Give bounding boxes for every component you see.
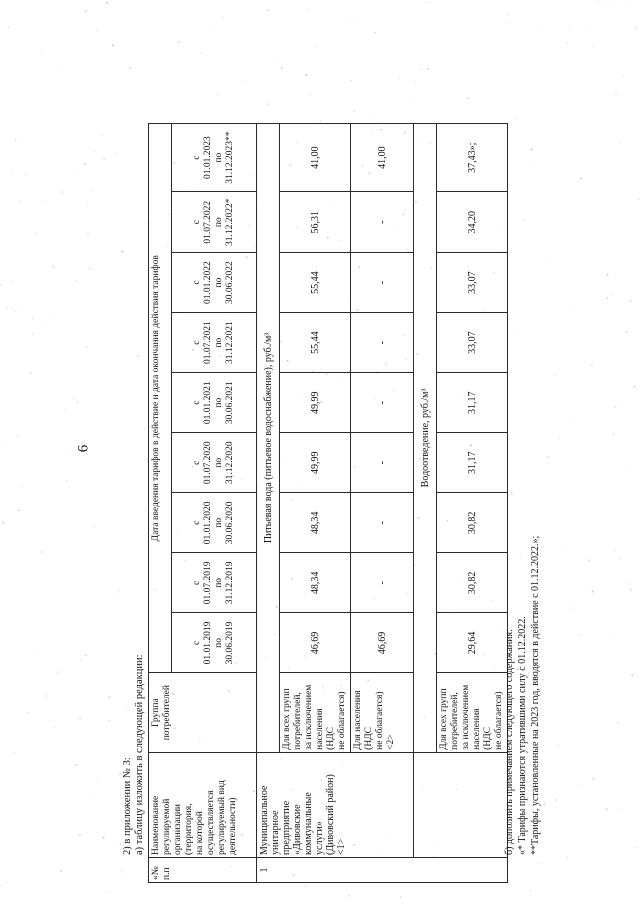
speckle-dot bbox=[374, 32, 375, 33]
speckle-dot bbox=[87, 233, 89, 235]
rotated-content bbox=[120, 95, 560, 880]
speckle-dot bbox=[188, 903, 189, 904]
intro-line-1: 2) в приложении № 3: bbox=[122, 757, 133, 855]
speckle-dot bbox=[8, 26, 9, 27]
speckle-dot bbox=[19, 201, 21, 203]
speckle-dot bbox=[120, 871, 121, 872]
speckle-dot bbox=[57, 67, 59, 69]
speckle-dot bbox=[0, 284, 1, 286]
header-organization: Наименование регулируемой организации (территория, на которой осуществляется регулируемый вид деятельности) bbox=[149, 752, 257, 857]
speckle-dot bbox=[89, 148, 90, 149]
speckle-dot bbox=[615, 551, 616, 552]
speckle-dot bbox=[108, 891, 109, 892]
speckle-dot bbox=[85, 654, 86, 655]
speckle-dot bbox=[103, 158, 105, 160]
tariff-value-cell: 31,17 bbox=[437, 373, 508, 433]
speckle-dot bbox=[73, 199, 74, 200]
speckle-dot bbox=[30, 372, 32, 374]
speckle-dot bbox=[620, 773, 621, 774]
speckle-dot bbox=[79, 717, 81, 719]
speckle-dot bbox=[569, 27, 570, 28]
period-header-5: с 01.07.2021 по 31.12.2021 bbox=[172, 313, 257, 373]
speckle-dot bbox=[201, 52, 203, 54]
speckle-dot bbox=[580, 634, 582, 636]
speckle-dot bbox=[275, 60, 276, 61]
tariff-value-cell: 29,64 bbox=[437, 613, 508, 673]
speckle-dot bbox=[24, 174, 26, 176]
speckle-dot bbox=[32, 333, 33, 334]
speckle-dot bbox=[103, 837, 105, 839]
speckle-dot bbox=[567, 857, 568, 858]
tariff-value-cell: - bbox=[351, 493, 414, 553]
speckle-dot bbox=[109, 696, 111, 698]
speckle-dot bbox=[428, 2, 429, 3]
speckle-dot bbox=[622, 74, 624, 76]
speckle-dot bbox=[76, 401, 78, 403]
speckle-dot bbox=[580, 724, 581, 725]
footnote-1: «* Тарифы признаются утратившими силу с 01.12.2022. bbox=[517, 616, 528, 855]
speckle-dot bbox=[61, 191, 63, 193]
speckle-dot bbox=[89, 268, 91, 270]
speckle-dot bbox=[582, 681, 583, 682]
tariff-value-cell: 56,31 bbox=[280, 192, 351, 253]
speckle-dot bbox=[607, 1, 608, 2]
speckle-dot bbox=[607, 274, 609, 276]
tariff-value-cell: 49,99 bbox=[280, 433, 351, 493]
period-header-7: с 01.07.2022 по 31.12.2022* bbox=[172, 192, 257, 253]
header-consumer-group: Группа потребителей bbox=[149, 673, 257, 752]
tariff-value-cell: - bbox=[351, 373, 414, 433]
tariff-value-cell: 55,44 bbox=[280, 313, 351, 373]
tariff-table bbox=[148, 123, 508, 883]
intro-line-2: а) таблицу изложить в следующей редакции: bbox=[134, 654, 145, 855]
speckle-dot bbox=[630, 300, 632, 302]
speckle-dot bbox=[638, 199, 639, 200]
speckle-dot bbox=[45, 200, 46, 201]
tariff-value-cell: 41,00 bbox=[280, 124, 351, 192]
tariff-value-cell: 41,00 bbox=[351, 124, 414, 192]
speckle-dot bbox=[32, 318, 33, 319]
speckle-dot bbox=[7, 307, 9, 309]
speckle-dot bbox=[162, 89, 163, 90]
speckle-dot bbox=[281, 67, 283, 69]
speckle-dot bbox=[305, 74, 307, 76]
tariff-value-cell: - bbox=[351, 192, 414, 253]
footnote-2: **Тарифы, установленные на 2023 год, вводятся в действие с 01.12.2022.»; bbox=[530, 535, 541, 855]
speckle-dot bbox=[16, 435, 18, 437]
tariff-value-cell: - bbox=[351, 433, 414, 493]
speckle-dot bbox=[611, 293, 612, 294]
speckle-dot bbox=[52, 266, 54, 268]
header-num: «№ п.п bbox=[149, 857, 257, 882]
table-row bbox=[437, 124, 508, 883]
speckle-dot bbox=[570, 608, 571, 609]
speckle-dot bbox=[634, 846, 635, 847]
speckle-dot bbox=[106, 392, 107, 393]
speckle-dot bbox=[572, 514, 573, 515]
consumer-group-cell: Для всех групп потребителей, за исключением населения (НДС не облагается) bbox=[280, 673, 351, 752]
speckle-dot bbox=[615, 94, 616, 95]
speckle-dot bbox=[49, 797, 50, 798]
speckle-dot bbox=[52, 130, 53, 131]
speckle-dot bbox=[606, 297, 608, 299]
speckle-dot bbox=[75, 171, 76, 172]
speckle-dot bbox=[243, 81, 244, 82]
speckle-dot bbox=[65, 410, 67, 412]
speckle-dot bbox=[451, 13, 452, 14]
speckle-dot bbox=[93, 525, 94, 526]
consumer-group-cell: Для населения (НДС не облагается) <2> bbox=[351, 673, 414, 752]
organization-name: Муниципальное унитарное предприятие «Дивовские коммунальные услуги» (Дивовский район) <1> bbox=[257, 752, 414, 857]
speckle-dot bbox=[566, 42, 568, 44]
speckle-dot bbox=[48, 99, 49, 100]
speckle-dot bbox=[15, 311, 16, 312]
tariff-value-cell: 34,20 bbox=[437, 192, 508, 253]
period-header-2: с 01.01.2020 по 30.06.2020 bbox=[172, 493, 257, 553]
speckle-dot bbox=[623, 160, 624, 161]
tariff-value-cell: - bbox=[351, 253, 414, 313]
speckle-dot bbox=[36, 653, 37, 654]
speckle-dot bbox=[619, 558, 620, 559]
speckle-dot bbox=[117, 712, 118, 713]
tariff-value-cell: - bbox=[351, 313, 414, 373]
speckle-dot bbox=[86, 346, 88, 348]
speckle-dot bbox=[614, 465, 615, 466]
speckle-dot bbox=[15, 139, 17, 141]
speckle-dot bbox=[507, 14, 509, 16]
speckle-dot bbox=[76, 764, 78, 766]
row-number: 1 bbox=[257, 857, 508, 882]
speckle-dot bbox=[425, 2, 426, 3]
speckle-dot bbox=[211, 25, 212, 26]
speckle-dot bbox=[628, 418, 629, 419]
speckle-dot bbox=[580, 178, 582, 180]
speckle-dot bbox=[267, 10, 268, 11]
speckle-dot bbox=[399, 78, 400, 79]
speckle-dot bbox=[354, 21, 355, 22]
speckle-dot bbox=[608, 684, 609, 685]
organization-spacer bbox=[414, 752, 437, 857]
header-dates-caption: Дата введения тарифов в действие и дата окончания действия тарифов bbox=[149, 124, 172, 673]
organization-spacer bbox=[437, 752, 508, 857]
speckle-dot bbox=[12, 307, 13, 308]
speckle-dot bbox=[41, 551, 43, 553]
speckle-dot bbox=[626, 332, 628, 334]
speckle-dot bbox=[588, 560, 590, 562]
speckle-dot bbox=[615, 406, 617, 408]
speckle-dot bbox=[79, 834, 81, 836]
speckle-dot bbox=[57, 671, 59, 673]
speckle-dot bbox=[2, 522, 4, 524]
speckle-dot bbox=[591, 364, 593, 366]
tariff-value-cell: 33,07 bbox=[437, 253, 508, 313]
speckle-dot bbox=[112, 44, 114, 46]
speckle-dot bbox=[506, 22, 507, 23]
speckle-dot bbox=[102, 135, 103, 136]
section-title-water: Питьевая вода (питьевое водоснабжение), руб./м³ bbox=[257, 124, 280, 753]
speckle-dot bbox=[27, 712, 29, 714]
speckle-dot bbox=[316, 47, 317, 48]
speckle-dot bbox=[347, 22, 348, 23]
speckle-dot bbox=[45, 146, 46, 147]
speckle-dot bbox=[308, 8, 309, 9]
period-header-1: с 01.07.2019 по 31.12.2019 bbox=[172, 553, 257, 613]
speckle-dot bbox=[53, 726, 54, 727]
tariff-value-cell: 37,43»; bbox=[437, 124, 508, 192]
speckle-dot bbox=[117, 595, 118, 596]
speckle-dot bbox=[625, 890, 626, 891]
tariff-value-cell: 48,34 bbox=[280, 493, 351, 553]
speckle-dot bbox=[18, 509, 20, 511]
tariff-value-cell: 48,34 bbox=[280, 553, 351, 613]
speckle-dot bbox=[12, 280, 13, 281]
speckle-dot bbox=[54, 313, 55, 314]
speckle-dot bbox=[420, 69, 421, 70]
tariff-value-cell: 46,69 bbox=[280, 613, 351, 673]
speckle-dot bbox=[0, 440, 1, 441]
speckle-dot bbox=[222, 16, 223, 17]
speckle-dot bbox=[415, 81, 416, 82]
speckle-dot bbox=[622, 258, 623, 259]
speckle-dot bbox=[592, 591, 594, 593]
speckle-dot bbox=[418, 7, 419, 8]
speckle-dot bbox=[92, 190, 93, 191]
period-header-3: с 01.07.2020 по 31.12.2020 bbox=[172, 433, 257, 493]
tariff-value-cell: 46,69 bbox=[351, 613, 414, 673]
speckle-dot bbox=[36, 232, 37, 233]
speckle-dot bbox=[86, 202, 87, 203]
speckle-dot bbox=[622, 297, 623, 298]
speckle-dot bbox=[108, 33, 109, 34]
speckle-dot bbox=[66, 480, 68, 482]
speckle-dot bbox=[396, 90, 397, 91]
speckle-dot bbox=[543, 28, 544, 29]
speckle-dot bbox=[593, 57, 594, 58]
consumer-group-cell: Для всех групп потребителей, за исключением населения (НДС не облагается) bbox=[437, 673, 508, 752]
page-number: 6 bbox=[75, 444, 92, 453]
speckle-dot bbox=[592, 778, 594, 780]
speckle-dot bbox=[627, 468, 628, 469]
speckle-dot bbox=[8, 222, 9, 223]
speckle-dot bbox=[626, 4, 627, 5]
speckle-dot bbox=[14, 752, 15, 753]
speckle-dot bbox=[2, 885, 3, 886]
period-header-0: с 01.01.2019 по 30.06.2019 bbox=[172, 613, 257, 673]
speckle-dot bbox=[108, 720, 109, 721]
period-header-6: с 01.01.2022 по 30.06.2022 bbox=[172, 253, 257, 313]
period-header-8: с 01.01.2023 по 31.12.2023** bbox=[172, 124, 257, 192]
speckle-dot bbox=[635, 27, 637, 29]
tariff-value-cell: 49,99 bbox=[280, 373, 351, 433]
speckle-dot bbox=[350, 80, 352, 82]
tariff-value-cell: 55,44 bbox=[280, 253, 351, 313]
speckle-dot bbox=[400, 896, 402, 898]
speckle-dot bbox=[593, 45, 594, 46]
speckle-dot bbox=[68, 449, 69, 450]
speckle-dot bbox=[97, 783, 98, 784]
speckle-dot bbox=[73, 398, 74, 399]
speckle-dot bbox=[612, 434, 614, 436]
speckle-dot bbox=[626, 581, 627, 582]
speckle-dot bbox=[85, 11, 87, 13]
speckle-dot bbox=[115, 154, 117, 156]
footnote-intro: б) дополнить примечанием следующего содержания: bbox=[504, 629, 515, 855]
speckle-dot bbox=[42, 52, 43, 53]
speckle-dot bbox=[581, 786, 582, 787]
speckle-dot bbox=[95, 151, 96, 152]
speckle-dot bbox=[619, 141, 620, 142]
speckle-dot bbox=[428, 68, 430, 70]
speckle-dot bbox=[348, 895, 349, 896]
speckle-dot bbox=[47, 695, 49, 697]
speckle-dot bbox=[99, 541, 100, 542]
speckle-dot bbox=[72, 297, 73, 298]
speckle-dot bbox=[129, 67, 131, 69]
speckle-dot bbox=[106, 2, 108, 4]
speckle-dot bbox=[569, 420, 570, 421]
speckle-dot bbox=[568, 311, 569, 312]
speckle-dot bbox=[587, 26, 588, 27]
tariff-value-cell: 30,82 bbox=[437, 553, 508, 613]
speckle-dot bbox=[619, 808, 620, 809]
speckle-dot bbox=[21, 486, 22, 487]
speckle-dot bbox=[60, 870, 62, 872]
speckle-dot bbox=[631, 674, 633, 676]
speckle-dot bbox=[458, 75, 459, 76]
speckle-dot bbox=[537, 863, 538, 864]
speckle-dot bbox=[634, 386, 636, 388]
speckle-dot bbox=[4, 175, 5, 176]
speckle-dot bbox=[305, 885, 307, 887]
speckle-dot bbox=[606, 808, 607, 809]
period-header-4: с 01.01.2021 по 30.06.2021 bbox=[172, 373, 257, 433]
section-title-sewerage: Водоотведение, руб./м³ bbox=[414, 124, 437, 753]
tariff-value-cell: 33,07 bbox=[437, 313, 508, 373]
tariff-value-cell: - bbox=[351, 553, 414, 613]
tariff-value-cell: 30,82 bbox=[437, 493, 508, 553]
speckle-dot bbox=[563, 550, 564, 551]
speckle-dot bbox=[563, 117, 564, 118]
speckle-dot bbox=[11, 171, 12, 172]
speckle-dot bbox=[76, 281, 77, 282]
speckle-dot bbox=[530, 890, 532, 892]
speckle-dot bbox=[597, 2, 598, 3]
speckle-dot bbox=[84, 163, 86, 165]
speckle-dot bbox=[630, 589, 631, 590]
speckle-dot bbox=[96, 30, 97, 31]
tariff-value-cell: 31,17 bbox=[437, 433, 508, 493]
speckle-dot bbox=[81, 658, 83, 660]
speckle-dot bbox=[36, 181, 37, 182]
speckle-dot bbox=[613, 633, 614, 634]
speckle-dot bbox=[41, 321, 42, 322]
speckle-dot bbox=[617, 722, 619, 724]
speckle-dot bbox=[95, 795, 96, 796]
speckle-dot bbox=[178, 41, 180, 43]
